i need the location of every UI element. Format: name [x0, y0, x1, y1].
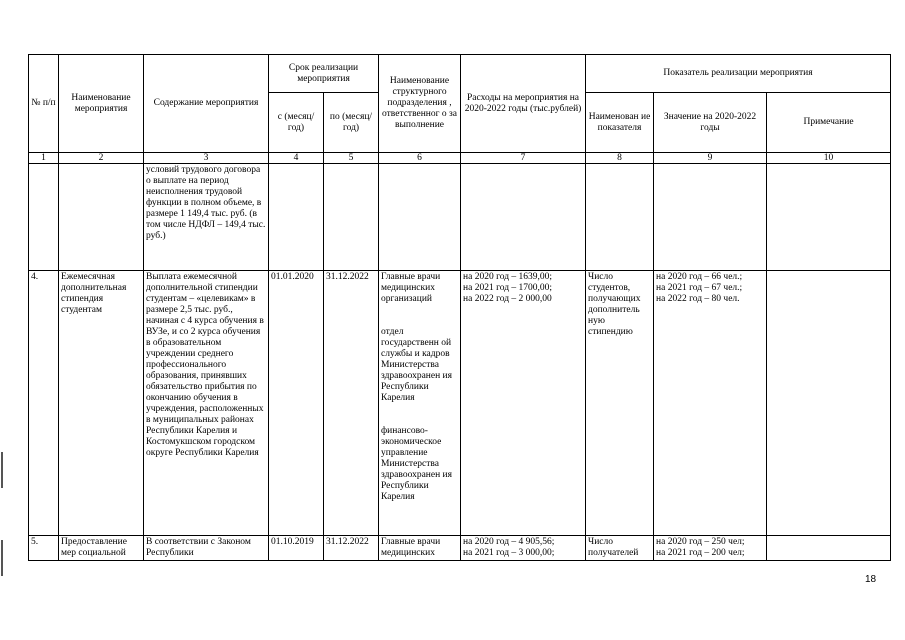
cell-costs — [461, 164, 586, 271]
measures-table — [28, 54, 891, 561]
value-2020: на 2020 год – 66 чел.; — [656, 272, 743, 282]
cell-content: В соответствии с Законом Республики — [144, 536, 269, 561]
cost-2021: на 2021 год – 1700,00; — [463, 283, 553, 293]
page-number: 18 — [865, 574, 877, 585]
scan-artifact — [1, 452, 3, 488]
table-row-4 — [29, 271, 891, 536]
header-content: Содержание мероприятия — [144, 55, 269, 153]
cell-ind-value — [654, 536, 767, 561]
col-number: 3 — [144, 153, 269, 164]
unit-line-2: отдел государственн ой службы и кадров Министерства здравоохранен ия Республики Карелия — [381, 327, 453, 403]
table-row-continued — [29, 164, 891, 271]
header-row-1 — [29, 55, 891, 93]
col-number: 5 — [324, 153, 379, 164]
cell-num: 4. — [29, 271, 59, 536]
value-2022: на 2022 год – 80 чел. — [656, 294, 740, 304]
cost-2020: на 2020 год – 1639,00; — [463, 272, 553, 282]
cell-num: 5. — [29, 536, 59, 561]
header-period: Срок реализации мероприятия — [269, 55, 379, 93]
cell-from: 01.10.2019 — [269, 536, 324, 561]
column-numbers-row — [29, 153, 891, 164]
unit-line-1: Главные врачи медицинских организаций — [381, 272, 441, 304]
cell-costs — [461, 271, 586, 536]
header-costs: Расходы на мероприятия на 2020-2022 годы (тыс.рублей) — [461, 55, 586, 153]
col-number: 1 — [29, 153, 59, 164]
cell-from — [269, 164, 324, 271]
cell-unit — [379, 271, 461, 536]
cell-unit — [379, 164, 461, 271]
header-ind-value: Значение на 2020-2022 годы — [654, 93, 767, 153]
value-2021: на 2021 год – 67 чел.; — [656, 283, 743, 293]
cell-to: 31.12.2022 — [324, 271, 379, 536]
cell-note — [767, 164, 891, 271]
cell-to — [324, 164, 379, 271]
header-note: Примечание — [767, 93, 891, 153]
col-number: 6 — [379, 153, 461, 164]
value-2021: на 2021 год – 200 чел; — [656, 548, 745, 558]
header-from: с (месяц/ год) — [269, 93, 324, 153]
cost-2021: на 2021 год – 3 000,00; — [463, 548, 555, 558]
col-number: 9 — [654, 153, 767, 164]
cell-name: Предоставление мер социальной — [59, 536, 144, 561]
cell-note — [767, 271, 891, 536]
cell-name: Ежемесячная дополнительная стипендия студентам — [59, 271, 144, 536]
cell-ind-name — [586, 164, 654, 271]
cell-unit: Главные врачи медицинских — [379, 536, 461, 561]
table-row-5 — [29, 536, 891, 561]
header-ind-name: Наименован ие показателя — [586, 93, 654, 153]
cell-ind-name: Число получателей — [586, 536, 654, 561]
cost-2020: на 2020 год – 4 905,56; — [463, 537, 555, 547]
header-unit: Наименование структурного подразделения , ответственног о за выполнение — [379, 55, 461, 153]
header-name: Наименование мероприятия — [59, 55, 144, 153]
header-indicator: Показатель реализации мероприятия — [586, 55, 891, 93]
cell-content: условий трудового договора о выплате на период неисполнения трудовой функции в полном объеме, в размере 1 149,4 тыс. руб. (в том числе НДФЛ – 149,4 тыс. руб.) — [144, 164, 269, 271]
col-number: 4 — [269, 153, 324, 164]
col-number: 10 — [767, 153, 891, 164]
header-to: по (месяц/ год) — [324, 93, 379, 153]
unit-line-3: финансово-экономическое управление Министерства здравоохранен ия Республики Карелия — [381, 426, 453, 502]
cell-ind-value — [654, 164, 767, 271]
cell-costs — [461, 536, 586, 561]
cell-num — [29, 164, 59, 271]
scan-artifact — [1, 540, 3, 576]
cell-name — [59, 164, 144, 271]
cell-ind-value — [654, 271, 767, 536]
col-number: 2 — [59, 153, 144, 164]
cell-ind-name: Число студентов, получающих дополнитель ную стипендию — [586, 271, 654, 536]
cell-note — [767, 536, 891, 561]
cell-from: 01.01.2020 — [269, 271, 324, 536]
col-number: 7 — [461, 153, 586, 164]
header-num: № п/п — [29, 55, 59, 153]
cost-2022: на 2022 год – 2 000,00 — [463, 294, 552, 304]
value-2020: на 2020 год – 250 чел; — [656, 537, 745, 547]
cell-to: 31.12.2022 — [324, 536, 379, 561]
col-number: 8 — [586, 153, 654, 164]
cell-content: Выплата ежемесячной дополнительной стипендии студентам – «целевикам» в размере 2,5 тыс. руб., начиная с 4 курса обучения в ВУЗе, и со 2 курса обучения в образовательном учреждении среднего профессионального образования, принявших обязательство прибытия по окончанию обучения в учреждения, расположенных в муниципальных районах Республики Карелия и Костомукшском городском округе Республики Карелия — [144, 271, 269, 536]
